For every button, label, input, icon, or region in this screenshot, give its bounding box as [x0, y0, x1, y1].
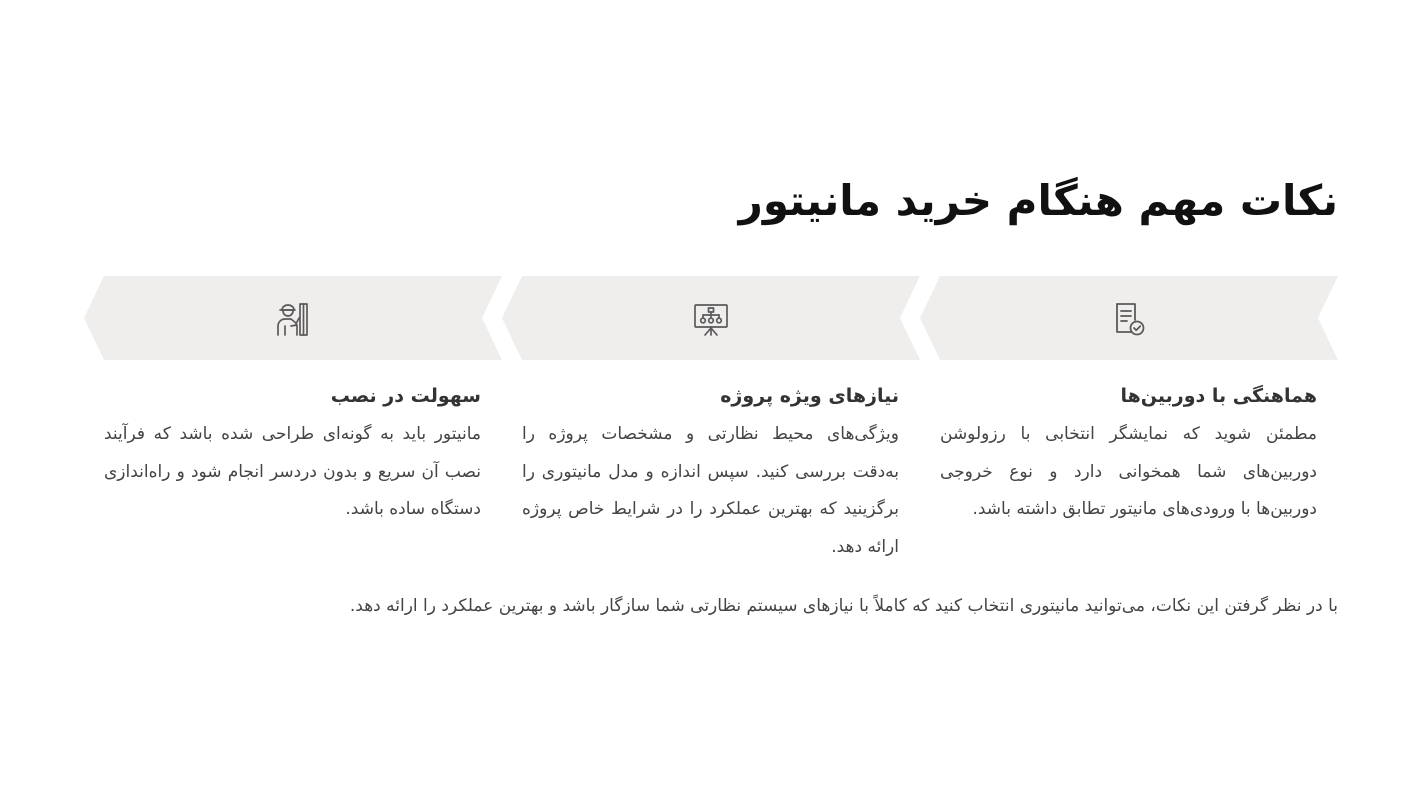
- card-heading: نیازهای ویژه پروژه: [720, 385, 899, 407]
- chevron-step-1: [920, 276, 1338, 360]
- card-compatibility: [940, 380, 1317, 529]
- card-body: مطمئن شوید که نمایشگر انتخابی با رزولوشن دوربین‌های شما همخوانی دارد و نوع خروجی دوربین‌ها با ورودی‌های مانیتور تطابق داشته باشد.: [940, 424, 1317, 519]
- card-ease-of-install: [104, 380, 481, 529]
- presentation-board-icon: [692, 300, 730, 338]
- summary-text: با در نظر گرفتن این نکات، می‌توانید مانیتوری انتخاب کنید که کاملاً با نیازهای سیستم نظارتی شما سازگار باشد و بهترین عملکرد را ارائه دهد.: [349, 596, 1338, 616]
- chevron-step-3: [84, 276, 502, 360]
- card-heading: سهولت در نصب: [330, 385, 481, 407]
- card-heading: هماهنگی با دوربین‌ها: [1120, 385, 1317, 407]
- card-body: مانیتور باید به گونه‌ای طراحی شده باشد که فرآیند نصب آن سریع و بدون دردسر انجام شود و راه‌اندازی دستگاه ساده باشد.: [104, 424, 481, 519]
- installer-worker-icon: [274, 300, 312, 338]
- card-body: ویژگی‌های محیط نظارتی و مشخصات پروژه را به‌دقت بررسی کنید. سپس اندازه و مدل مانیتوری را برگزینید که بهترین عملکرد را در شرایط خاص پروژه ارائه دهد.: [522, 424, 899, 557]
- page-title: نکات مهم هنگام خرید مانیتور: [738, 176, 1338, 225]
- document-check-icon: [1110, 300, 1148, 338]
- chevron-step-2: [502, 276, 920, 360]
- card-project-needs: [522, 380, 899, 566]
